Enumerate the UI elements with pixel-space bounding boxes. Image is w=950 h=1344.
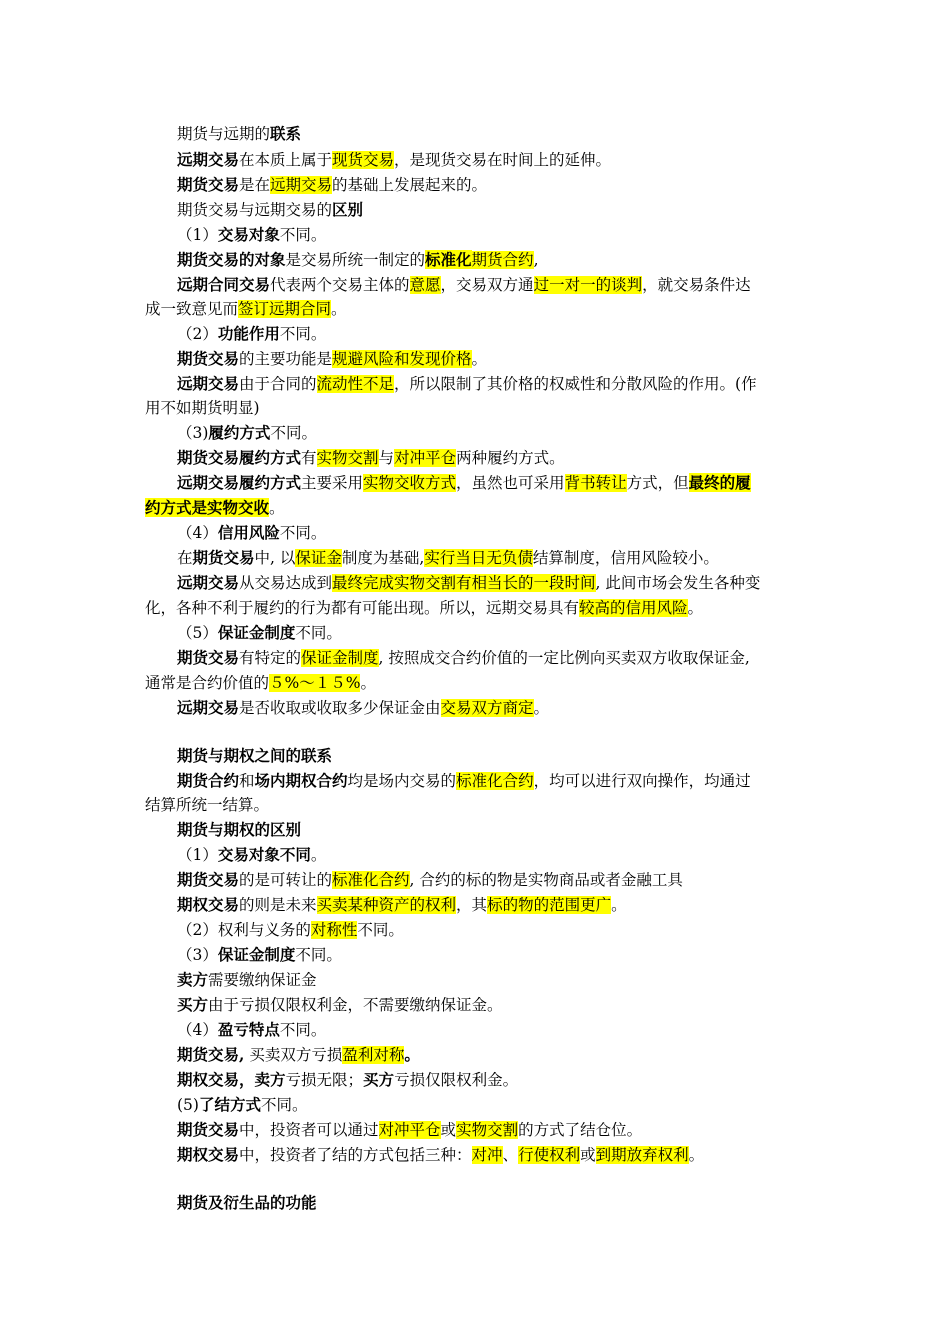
bold-text: 期货交易, — [177, 1045, 245, 1064]
text-line — [177, 200, 363, 220]
text-line — [177, 845, 326, 865]
highlighted-text: 意愿 — [409, 276, 441, 294]
text-span: （1） — [177, 226, 218, 244]
text-line — [177, 275, 751, 295]
text-span: 的则是未来 — [239, 896, 317, 914]
text-span: 制度为基础, — [341, 549, 425, 567]
text-line — [177, 698, 549, 718]
text-span: （4） — [177, 524, 218, 542]
bold-text: 区别 — [332, 200, 364, 219]
bold-text: 远期交易 — [177, 698, 240, 717]
text-span: 不同。 — [279, 226, 327, 244]
text-span: 。 — [360, 674, 376, 692]
text-span: 中, 以 — [254, 549, 296, 567]
text-span: 和 — [239, 772, 255, 790]
text-span: 用不如期货明显) — [145, 399, 260, 417]
highlighted-text: 过一对一的谈判 — [533, 276, 643, 294]
text-span: 不同。 — [279, 325, 327, 343]
text-line — [177, 1045, 420, 1065]
text-span: 是否收取或收取多少保证金由 — [239, 699, 441, 717]
highlighted-text: 盈利对称 — [342, 1046, 405, 1064]
highlighted-text: 实行当日无负债 — [424, 549, 533, 567]
text-line — [177, 448, 565, 468]
highlighted-text: 远期交易 — [270, 176, 333, 194]
highlighted-text: 对冲 — [471, 1146, 503, 1164]
text-span: （4） — [177, 1021, 218, 1039]
bold-text: 。 — [404, 1045, 420, 1064]
text-span: 中，投资者可以通过 — [239, 1121, 379, 1139]
text-span: 期货与远期的 — [177, 125, 271, 143]
text-span: 需要缴纳保证金 — [208, 971, 317, 989]
text-span: 是在 — [239, 176, 271, 194]
text-line — [177, 374, 757, 394]
bold-text: 了结方式 — [198, 1095, 261, 1114]
text-line — [177, 175, 487, 195]
text-span: (5) — [177, 1096, 199, 1114]
text-line — [145, 673, 376, 693]
text-span: 有特定的 — [239, 649, 302, 667]
text-line — [177, 124, 301, 144]
text-span: （1） — [177, 846, 218, 864]
highlighted-text: 签订远期合同 — [238, 300, 332, 318]
bold-text: 功能作用 — [217, 324, 280, 343]
highlighted-text: 期货合约 — [471, 251, 534, 269]
text-span: 期货交易与远期交易的 — [177, 201, 333, 219]
bold-text: 期货交易的对象 — [177, 250, 286, 269]
bold-text: 场内期权合约 — [254, 771, 348, 790]
bold-text: 联系 — [270, 124, 302, 143]
highlighted-text: 规避风险和发现价格 — [332, 350, 472, 368]
bold-text: 期货交易 — [177, 870, 240, 889]
text-line — [177, 473, 751, 493]
text-span: 买卖双方亏损 — [244, 1046, 343, 1064]
bold-text: 期货交易履约方式 — [177, 448, 302, 467]
bold-text: 交易对象 — [217, 225, 280, 244]
text-line — [145, 299, 347, 319]
bold-text: 远期合同交易 — [177, 275, 271, 294]
highlighted-text: 实物交割 — [316, 449, 379, 467]
text-span: 均是场内交易的 — [347, 772, 457, 790]
text-span: 不同。 — [357, 921, 404, 939]
highlighted-text: 实物交收方式 — [363, 474, 457, 492]
text-span: 从交易达成到 — [239, 574, 333, 592]
bold-text: 期货交易 — [177, 1120, 240, 1139]
bold-text: 期货及衍生品的功能 — [177, 1193, 317, 1212]
bold-text: 卖方 — [177, 970, 209, 989]
bold-text: 期权交易， — [177, 1070, 255, 1089]
highlighted-text: 最终完成实物交割有相当长的一段时间 — [332, 574, 596, 592]
text-span: ，所以限制了其价格的权威性和分散风险的作用。(作 — [394, 375, 757, 393]
text-line — [177, 771, 751, 791]
text-span: 。 — [310, 846, 327, 864]
text-line — [177, 870, 683, 890]
text-span: 在本质上属于 — [239, 151, 333, 169]
bold-text: 期货交易 — [192, 548, 255, 567]
text-line — [177, 1070, 518, 1090]
highlighted-text: 到期放弃权利 — [595, 1146, 689, 1164]
highlighted-text: 对冲平仓 — [394, 449, 457, 467]
text-span: 不同。 — [295, 946, 342, 964]
text-span: 结算制度，信用风险较小。 — [532, 549, 719, 567]
text-span: 或 — [580, 1146, 596, 1164]
text-line — [177, 623, 342, 643]
text-span: 亏损仅限权利金。 — [394, 1071, 519, 1089]
text-line — [177, 523, 326, 543]
text-span: 成一致意见而 — [145, 300, 239, 318]
text-span: （2） — [177, 325, 218, 343]
text-line — [177, 1120, 642, 1140]
bold-highlighted-text: 标准化 — [425, 250, 472, 269]
text-line — [177, 920, 404, 940]
text-span: 结算所统一结算。 — [145, 796, 270, 814]
text-span: 的主要功能是 — [239, 350, 333, 368]
bold-highlighted-text: 最终的履 — [688, 473, 751, 492]
text-span: 与 — [378, 449, 395, 467]
text-span: （5） — [177, 624, 218, 642]
text-line — [177, 820, 301, 840]
text-span: , 合约的标的物是实物商品或者金融工具 — [409, 871, 683, 889]
highlighted-text: 交易双方商定 — [440, 699, 534, 717]
text-span: 不同。 — [270, 424, 317, 442]
bold-text: 远期交易 — [177, 150, 240, 169]
text-span: 、 — [502, 1146, 519, 1164]
highlighted-text: 流动性不足 — [316, 375, 395, 393]
text-span: 的是可转让的 — [239, 871, 333, 889]
bold-text: 履约方式 — [208, 423, 271, 442]
text-span: 代表两个交易主体的 — [270, 276, 410, 294]
highlighted-text: 保证金 — [295, 549, 342, 567]
text-span: 中，投资者了结的方式包括三种： — [239, 1146, 472, 1164]
highlighted-text: 背书转让 — [564, 474, 627, 492]
bold-text: 交易对象不同 — [217, 845, 311, 864]
bold-text: 远期交易 — [177, 374, 240, 393]
text-span: 通常是合约价值的 — [145, 674, 270, 692]
highlighted-text: 行使权利 — [518, 1146, 581, 1164]
text-line — [177, 895, 627, 915]
text-span: 不同。 — [260, 1096, 308, 1114]
text-span: 化，各种不利于履约的行为都有可能出现。所以，远期交易具有 — [145, 599, 580, 617]
text-span: ，交易双方通 — [440, 276, 534, 294]
text-line — [177, 995, 503, 1015]
bold-text: 远期交易履约方式 — [177, 473, 302, 492]
text-line — [177, 349, 487, 369]
text-span: 。 — [533, 699, 550, 717]
text-span: 。 — [687, 599, 704, 617]
bold-highlighted-text: 约方式是实物交收 — [145, 498, 270, 517]
text-line — [177, 225, 326, 245]
text-span: ，就交易条件达 — [642, 276, 751, 294]
bold-text: 期权交易 — [177, 895, 240, 914]
text-span: 的方式了结仓位。 — [518, 1121, 643, 1139]
text-line — [177, 573, 760, 593]
text-span: （3) — [177, 424, 209, 442]
text-span: 由于亏损仅限权利金，不需要缴纳保证金。 — [208, 996, 503, 1014]
text-span: （3） — [177, 946, 218, 964]
text-line — [177, 324, 326, 344]
highlighted-text: 保证金制度 — [301, 649, 379, 667]
highlighted-text: 标准化合约 — [332, 871, 410, 889]
text-span: , 按照成交合约价值的一定比例向买卖双方收取保证金, — [378, 649, 750, 667]
bold-text: 期货交易 — [177, 349, 240, 368]
text-line — [177, 970, 317, 990]
text-line — [145, 795, 269, 815]
bold-text: 期货交易 — [177, 648, 240, 667]
highlighted-text: 标的物的范围更广 — [487, 896, 612, 914]
text-line — [177, 1193, 317, 1213]
bold-text: 保证金制度 — [217, 945, 296, 964]
bold-text: 期货与期权的区别 — [177, 820, 302, 839]
bold-text: 远期交易 — [177, 573, 240, 592]
text-span: 是交易所统一制定的 — [285, 251, 426, 269]
bold-text: 期权交易 — [177, 1145, 240, 1164]
text-line — [177, 1095, 308, 1115]
text-line — [145, 598, 703, 618]
text-span: , 此间市场会发生各种变 — [595, 574, 761, 592]
text-span: 由于合同的 — [239, 375, 317, 393]
text-span: ，虽然也可采用 — [456, 474, 565, 492]
bold-text: 期货合约 — [177, 771, 240, 790]
text-span: ，是现货交易在时间上的延伸。 — [394, 151, 612, 169]
text-span: ，其 — [456, 896, 488, 914]
text-line — [145, 498, 285, 518]
text-line — [177, 945, 342, 965]
bold-text: 买方 — [363, 1070, 395, 1089]
highlighted-text: 对称性 — [310, 921, 358, 939]
text-span: 。 — [269, 499, 285, 517]
text-span: 两种履约方式。 — [456, 449, 565, 467]
text-span: 亏损无限； — [285, 1071, 364, 1089]
text-span: 的基础上发展起来的。 — [332, 176, 488, 194]
text-span: ，均可以进行双向操作，均通过 — [533, 772, 751, 790]
highlighted-text: 标准化合约 — [456, 772, 534, 790]
bold-text: 盈亏特点 — [217, 1020, 280, 1039]
text-span: （2）权利与义务的 — [177, 921, 311, 939]
text-span: 方式，但 — [626, 474, 689, 492]
bold-text: 保证金制度 — [217, 623, 296, 642]
text-span: 有 — [301, 449, 317, 467]
bold-text: 买方 — [177, 995, 209, 1014]
text-line — [145, 398, 260, 418]
text-span: 主要采用 — [301, 474, 364, 492]
bold-text: 期货交易 — [177, 175, 240, 194]
text-span: 在 — [177, 549, 193, 567]
text-line — [177, 548, 719, 568]
highlighted-text: 较高的信用风险 — [579, 599, 688, 617]
text-span: 不同。 — [279, 524, 327, 542]
text-line — [177, 150, 611, 170]
text-span: 。 — [331, 300, 347, 318]
text-line — [177, 423, 317, 443]
text-span: 。 — [471, 350, 488, 368]
bold-text: 期货与期权之间的联系 — [177, 746, 333, 765]
text-line — [177, 1145, 704, 1165]
text-line — [177, 648, 750, 668]
highlighted-text: 实物交割 — [456, 1121, 519, 1139]
text-line — [177, 250, 539, 270]
highlighted-text: 买卖某种资产的权利 — [316, 896, 457, 914]
highlighted-text: 现货交易 — [332, 151, 395, 169]
bold-text: 信用风险 — [217, 523, 280, 542]
highlighted-text: ５%～１５% — [269, 674, 361, 692]
text-span: 不同。 — [279, 1021, 327, 1039]
text-span: , — [533, 251, 539, 269]
text-line — [177, 746, 332, 766]
text-span: 或 — [440, 1121, 457, 1139]
text-span: 。 — [611, 896, 627, 914]
text-span: 不同。 — [295, 624, 342, 642]
highlighted-text: 对冲平仓 — [378, 1121, 441, 1139]
text-span: 。 — [688, 1146, 705, 1164]
bold-text: 卖方 — [254, 1070, 286, 1089]
text-line — [177, 1020, 326, 1040]
